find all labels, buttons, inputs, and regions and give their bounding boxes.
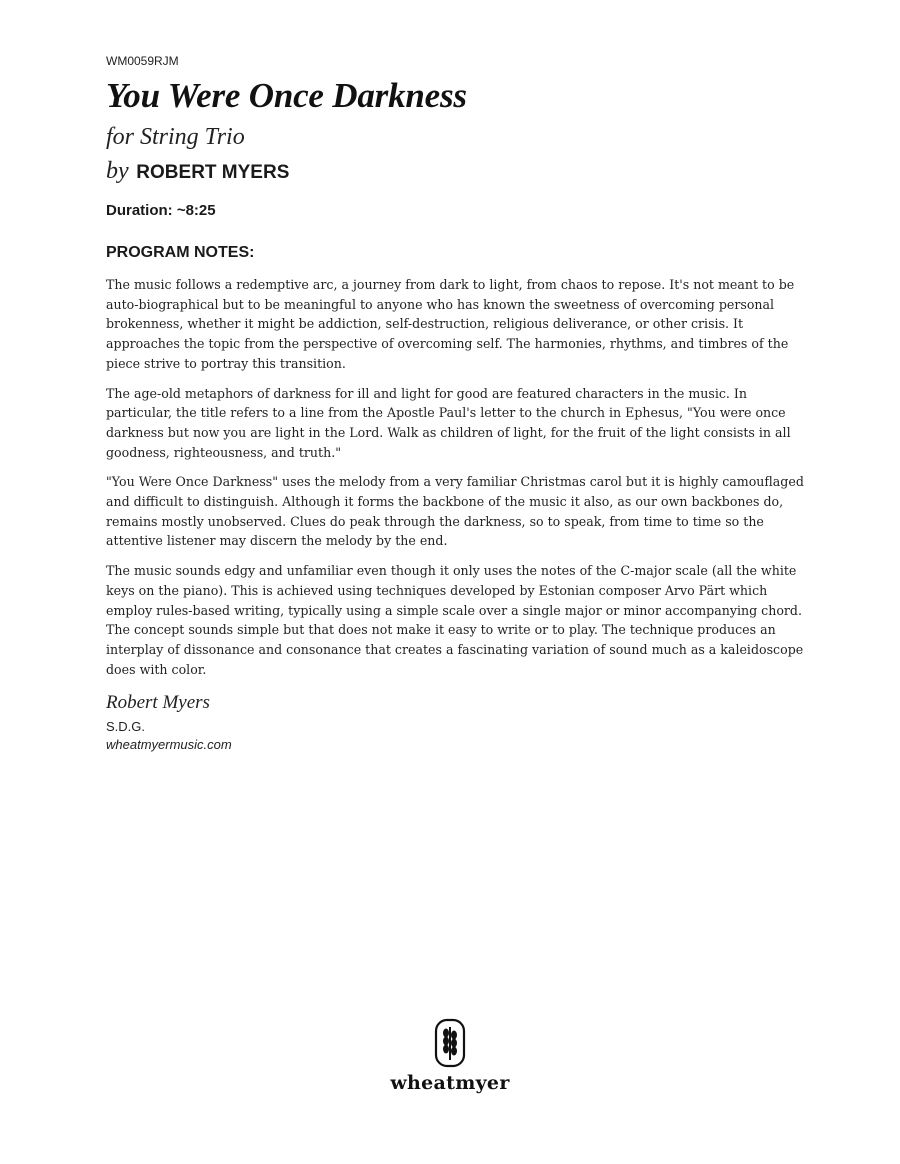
byline [106, 156, 289, 185]
wheat-emblem-icon [434, 1018, 466, 1068]
work-title: You Were Once Darkness [106, 76, 467, 115]
catalog-number: WM0059RJM [106, 54, 179, 68]
byline-by: by [106, 158, 129, 184]
program-notes-paragraph: "You Were Once Darkness" uses the melody from a very familiar Christmas carol but it is highly camouflaged and difficult to distinguish. Although it forms the backbone of the music it also, as our own backbones do, remains mostly unobserved. Clues do peak through the darkness, so to speak, from time to time so the attentive listener may discern the melody by the end. [106, 474, 804, 549]
publisher-website: wheatmyermusic.com [106, 737, 232, 752]
publisher-wordmark: wheatmyer [390, 1072, 510, 1094]
program-notes-paragraph: The age-old metaphors of darkness for ill and light for good are featured characters in the music. In particular, the title refers to a line from the Apostle Paul's letter to the church in Ephesus, "You were once darkness but now you are light in the Lord. Walk as children of light, for the fruit of the light consists in all goodness, righteousness, and truth." [106, 385, 791, 460]
program-notes [106, 275, 810, 689]
program-notes-heading: PROGRAM NOTES: [106, 244, 255, 261]
sdg-dedication: S.D.G. [106, 719, 146, 734]
program-notes-paragraph: The music follows a redemptive arc, a journey from dark to light, from chaos to repose. It's not meant to be auto-biographical but to be meaningful to anyone who has known the sweetness of overcoming personal brokenness, whether it might be addiction, self-destruction, religious deliverance, or other crisis. It approaches the topic from the perspective of overcoming self. The harmonies, rhythms, and timbres of the piece strive to portray this transition. [106, 277, 795, 371]
duration: Duration: ~8:25 [106, 202, 216, 219]
composer-signature: Robert Myers [106, 692, 210, 713]
publisher-logo [388, 1018, 512, 1094]
program-notes-paragraph: The music sounds edgy and unfamiliar even though it only uses the notes of the C-major scale (all the white keys on the piano). This is achieved using techniques developed by Estonian composer Arvo Pärt which employ rules-based writing, typically using a simple scale over a single major or minor accompanying chord. The concept sounds simple but that does not make it easy to write or to play. The technique produces an interplay of dissonance and consonance that creates a fascinating variation of sound much as a kaleidoscope does with color. [106, 563, 804, 677]
composer-name: ROBERT MYERS [136, 162, 290, 183]
work-subtitle: for String Trio [106, 124, 245, 150]
